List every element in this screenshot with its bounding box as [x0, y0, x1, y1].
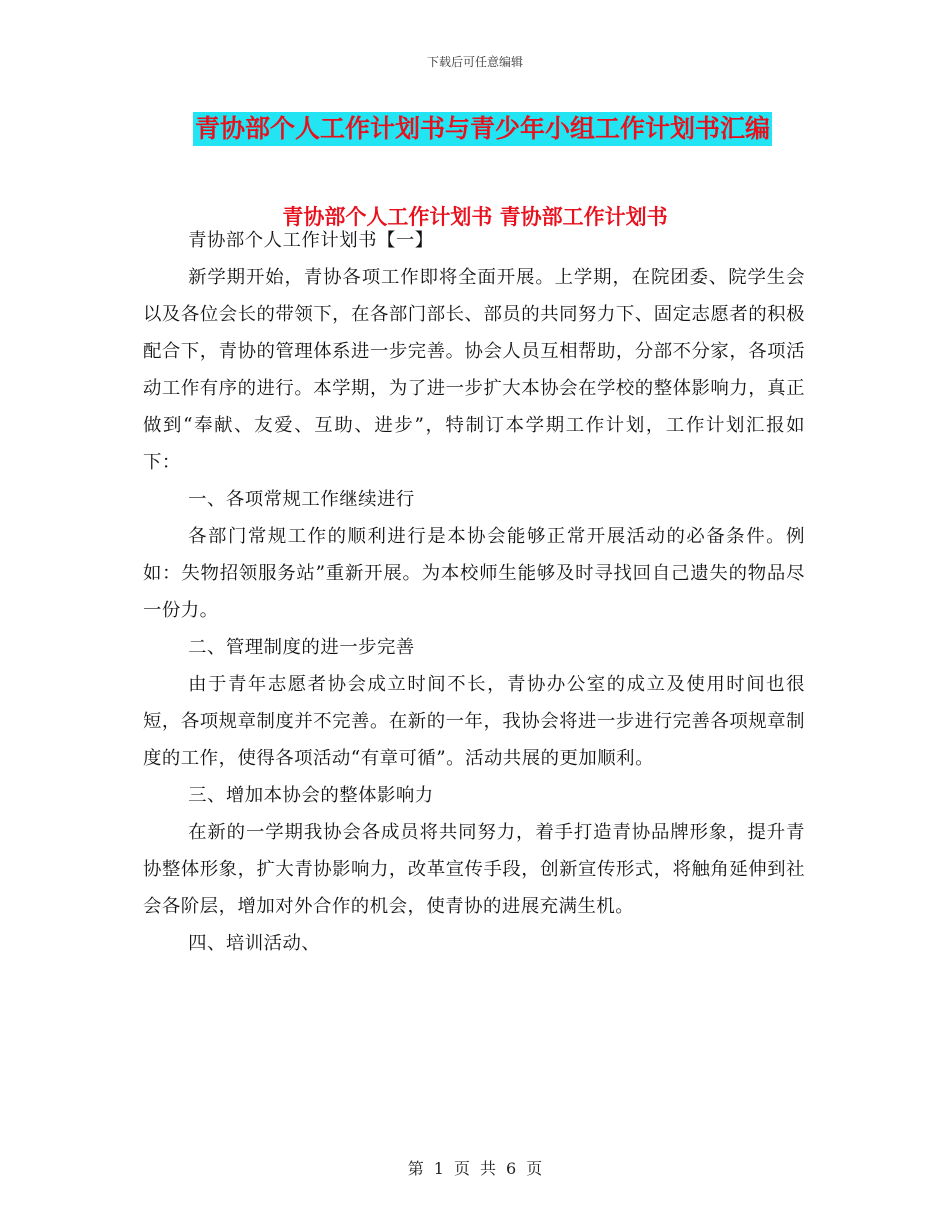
paragraph-routine-work: 各部门常规工作的顺利进行是本协会能够正常开展活动的必备条件。例如：失物招领服务站”重新开展。为本校师生能够及时寻找回自己遗失的物品尽一份力。	[143, 526, 805, 621]
footer-page-label: 第	[407, 1159, 424, 1178]
page-footer	[0, 1156, 950, 1179]
section-title: 青协部个人工作计划书 青协部工作计划书	[282, 205, 668, 229]
footer-total-label: 共	[480, 1159, 497, 1178]
document-body	[143, 222, 805, 962]
paragraph-heading-influence: 三、增加本协会的整体影响力	[188, 785, 434, 806]
paragraph-influence: 在新的一学期我协会各成员将共同努力，着手打造青协品牌形象，提升青协整体形象，扩大青协影响力，改革宣传手段，创新宣传形式，将触角延伸到社会各阶层，增加对外合作的机会，使青协的进展充满生机。	[143, 822, 805, 917]
paragraph-heading-routine-work: 一、各项常规工作继续进行	[188, 489, 415, 510]
paragraph-heading-training: 四、培训活动、	[188, 933, 321, 954]
paragraph-heading-part-one: 青协部个人工作计划书【一】	[188, 230, 434, 251]
document-title: 青协部个人工作计划书与青少年小组工作计划书汇编	[193, 112, 772, 146]
footer-page-current: 1	[433, 1159, 444, 1178]
paragraph-intro: 新学期开始，青协各项工作即将全面开展。上学期，在院团委、院学生会以及各位会长的带领下，在各部门部长、部员的共同努力下、固定志愿者的积极配合下，青协的管理体系进一步完善。协会人员互相帮助，分部不分家，各项活动工作有序的进行。本学期，为了进一步扩大本协会在学校的整体影响力，真正做到“奉献、友爱、互助、进步”，特制订本学期工作计划，工作计划汇报如下：	[143, 267, 805, 473]
header-note: 下载后可任意编辑	[426, 55, 523, 69]
footer-page-total: 6	[506, 1159, 517, 1178]
paragraph-management: 由于青年志愿者协会成立时间不长，青协办公室的成立及使用时间也很短，各项规章制度并不完善。在新的一年，我协会将进一步进行完善各项规章制度的工作，使得各项活动“有章可循”。活动共展的更加顺利。	[143, 674, 805, 769]
footer-total-unit: 页	[526, 1159, 543, 1178]
paragraph-heading-management: 二、管理制度的进一步完善	[188, 637, 415, 658]
footer-page-unit: 页	[453, 1159, 470, 1178]
